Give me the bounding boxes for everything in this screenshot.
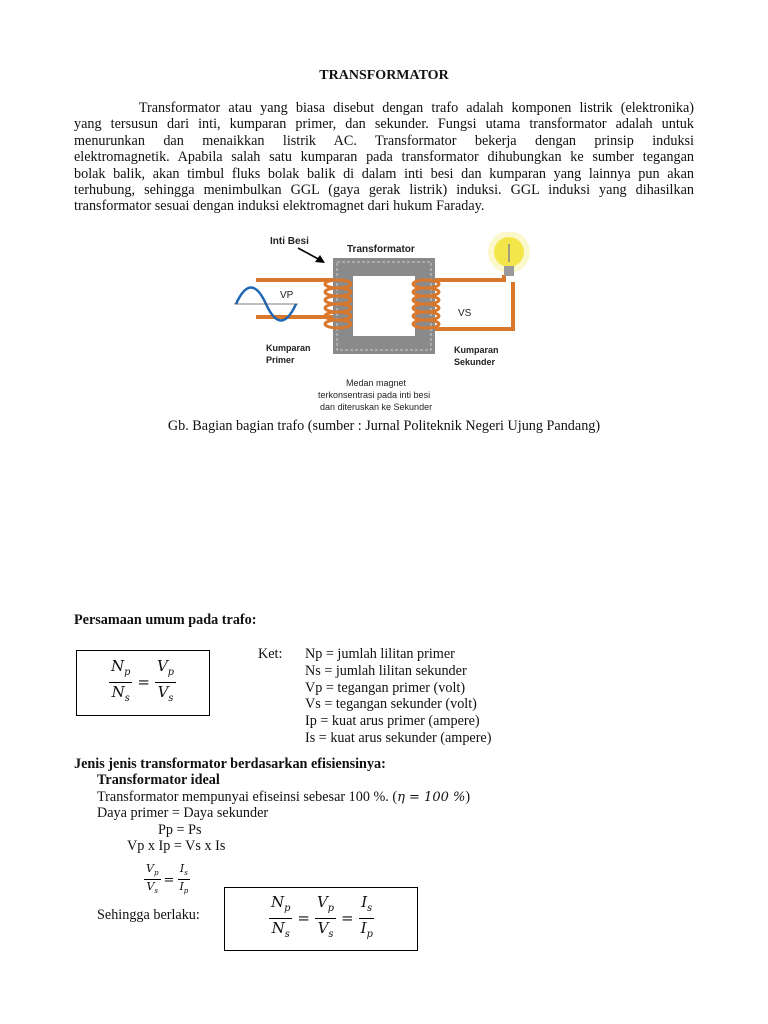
light-bulb-icon	[488, 232, 530, 276]
label-transformer: Transformator	[347, 244, 415, 255]
label-vp: VP	[280, 290, 294, 301]
ket-item: Vp = tegangan primer (volt)	[305, 679, 466, 696]
label-vs: VS	[458, 308, 472, 319]
eta-expression: η = 100 %	[397, 790, 466, 805]
types-heading: Jenis jenis transformator berdasarkan efisiensinya:	[74, 756, 386, 772]
pp-ps: Pp = Ps	[158, 822, 202, 838]
label-primary-2: Primer	[266, 355, 295, 365]
equation-np-ns-vp-vs-is-ip: $\frac{N_p}{N_s}$ = $\frac{V_p}{V_s}$ = $\frac{I_s}{I_p}$	[271, 893, 373, 940]
equation-np-ns-vp-vs: $\frac{N_p}{N_s}$ = $\frac{V_p}{V_s}$	[111, 657, 175, 704]
ket-label: Ket:	[258, 646, 283, 662]
intro-line: elektromagnetik. Apabila salah satu kumparan pada transformator dihubungkan ke sumber tegangan	[74, 149, 694, 166]
equation-vp-vs-is-ip: $\frac{V_p}{V_s}$ = $\frac{I_s}{I_p}$	[146, 862, 189, 896]
ideal-heading: Transformator ideal	[97, 772, 220, 788]
ket-list	[305, 646, 491, 747]
intro-line: Transformator atau yang biasa disebut dengan trafo adalah komponen listrik (elektronika)	[74, 100, 694, 116]
label-core: Inti Besi	[270, 236, 309, 247]
page-title: TRANSFORMATOR	[319, 68, 449, 83]
label-field-2: terkonsentrasi pada inti besi	[318, 390, 431, 400]
label-field-3: dan diteruskan ke Sekunder	[320, 402, 433, 412]
ket-item: Vs = tegangan sekunder (volt)	[305, 696, 477, 713]
ideal-efficiency-text: Transformator mempunyai efiseinsi sebesar 100 %. (	[97, 789, 398, 805]
intro-line: yang tersusun dari inti, kumparan primer, dan sekunder. Fungsi utama transformator adalah untuk	[74, 116, 694, 133]
secondary-coil	[413, 280, 439, 328]
equation-box	[76, 650, 210, 716]
ket-item: Np = jumlah lilitan primer	[305, 646, 455, 662]
intro-line: transformator sesuai dengan induksi elektromagnet dari hukum Faraday.	[74, 198, 485, 215]
power-equality: Daya primer = Daya sekunder	[97, 805, 269, 821]
primary-coil	[325, 280, 351, 328]
ideal-efficiency-end: )	[465, 789, 471, 805]
ideal-efficiency-line	[97, 789, 470, 806]
intro-line: bolak balik, akan timbul fluks bolak balik di dalam inti besi dan kumparan yang lainnya pun akan	[74, 165, 694, 182]
label-secondary-1: Kumparan	[454, 345, 499, 355]
ket-item: Is = kuat arus sekunder (ampere)	[305, 729, 492, 746]
label-field-1: Medan magnet	[346, 378, 407, 388]
intro-paragraph	[74, 100, 694, 215]
label-primary-1: Kumparan	[266, 343, 311, 353]
intro-line: menurunkan dan menaikkan listrik AC. Transformator bekerja dengan prinsip induksi	[74, 132, 694, 149]
transformer-diagram	[228, 232, 538, 418]
final-equation-box	[224, 887, 418, 951]
therefore-label: Sehingga berlaku:	[97, 907, 200, 923]
figure-caption: Gb. Bagian bagian trafo (sumber : Jurnal Politeknik Negeri Ujung Pandang)	[167, 418, 601, 434]
vp-ip-vs-is: Vp x Ip = Vs x Is	[127, 838, 226, 854]
label-secondary-2: Sekunder	[454, 357, 496, 367]
ket-item: Ip = kuat arus primer (ampere)	[305, 713, 480, 730]
intro-line: terhubung, sehingga menimbulkan GGL (gaya gerak listrik) induksi. GGL induksi yang dihasilkan	[74, 181, 694, 198]
equation-heading: Persamaan umum pada trafo:	[74, 612, 257, 628]
ket-item: Ns = jumlah lilitan sekunder	[305, 662, 467, 679]
